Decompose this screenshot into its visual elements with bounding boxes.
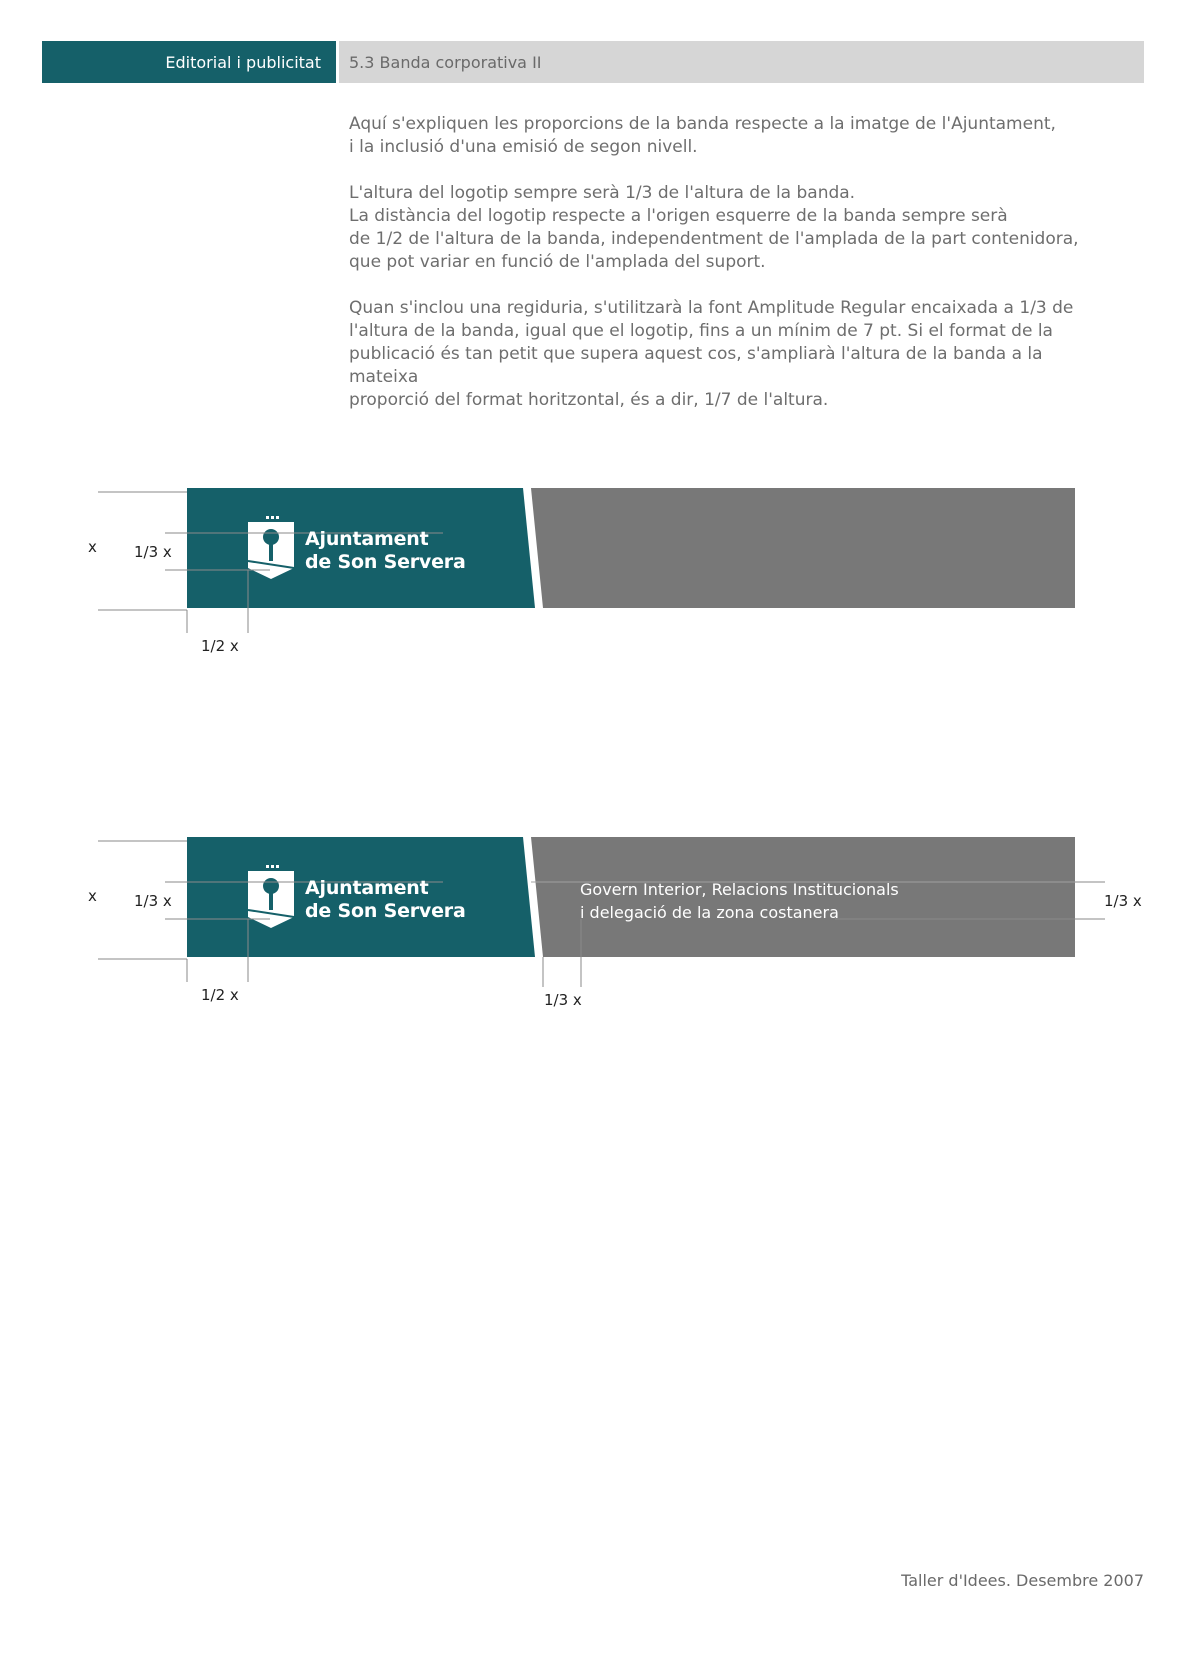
band-diagram-basic-graphic bbox=[0, 488, 1196, 658]
footer-credit: Taller d'Idees. Desembre 2007 bbox=[901, 1571, 1144, 1590]
regiduria-text: Govern Interior, Relacions Institucionals i delegació de la zona costanera bbox=[580, 880, 899, 922]
dimension-label-third-bottom: 1/3 x bbox=[544, 991, 582, 1009]
band-diagram-basic bbox=[0, 488, 1196, 658]
intro-text bbox=[349, 113, 1109, 435]
dimension-label-x: x bbox=[88, 538, 97, 556]
subsection-title: 5.3 Banda corporativa II bbox=[339, 41, 1144, 83]
brand-name: Ajuntament de Son Servera bbox=[305, 528, 466, 573]
band-diagram-regiduria bbox=[0, 837, 1196, 1007]
intro-paragraph-3: Quan s'inclou una regiduria, s'utilitzarà la font Amplitude Regular encaixada a 1/3 de l'altura de la banda, igual que el logotip, fins a un mínim de 7 pt. Si el format de la publicació és tan petit que supera aquest cos, s'ampliarà l'altura de la banda a la mateixa proporció del format horitzontal, és a dir, 1/7 de l'altura. bbox=[349, 298, 1074, 410]
dimension-label-third-right: 1/3 x bbox=[1104, 892, 1142, 910]
intro-paragraph-1: Aquí s'expliquen les proporcions de la banda respecte a la imatge de l'Ajuntament, i la inclusió d'una emisió de segon nivell. bbox=[349, 114, 1056, 157]
section-title: Editorial i publicitat bbox=[42, 41, 336, 83]
dimension-label-half: 1/2 x bbox=[201, 986, 239, 1004]
dimension-label-half: 1/2 x bbox=[201, 637, 239, 655]
brand-name: Ajuntament de Son Servera bbox=[305, 877, 466, 922]
band-gray-panel bbox=[531, 488, 1075, 608]
dimension-label-x: x bbox=[88, 887, 97, 905]
intro-paragraph-2: L'altura del logotip sempre serà 1/3 de l'altura de la banda. La distància del logotip respecte a l'origen esquerre de la banda sempre serà de 1/2 de l'altura de la banda, independentment de l'amplada de la part contenidora, que pot variar en funció de l'amplada del suport. bbox=[349, 183, 1079, 272]
dimension-label-third: 1/3 x bbox=[134, 543, 172, 561]
dimension-label-third: 1/3 x bbox=[134, 892, 172, 910]
